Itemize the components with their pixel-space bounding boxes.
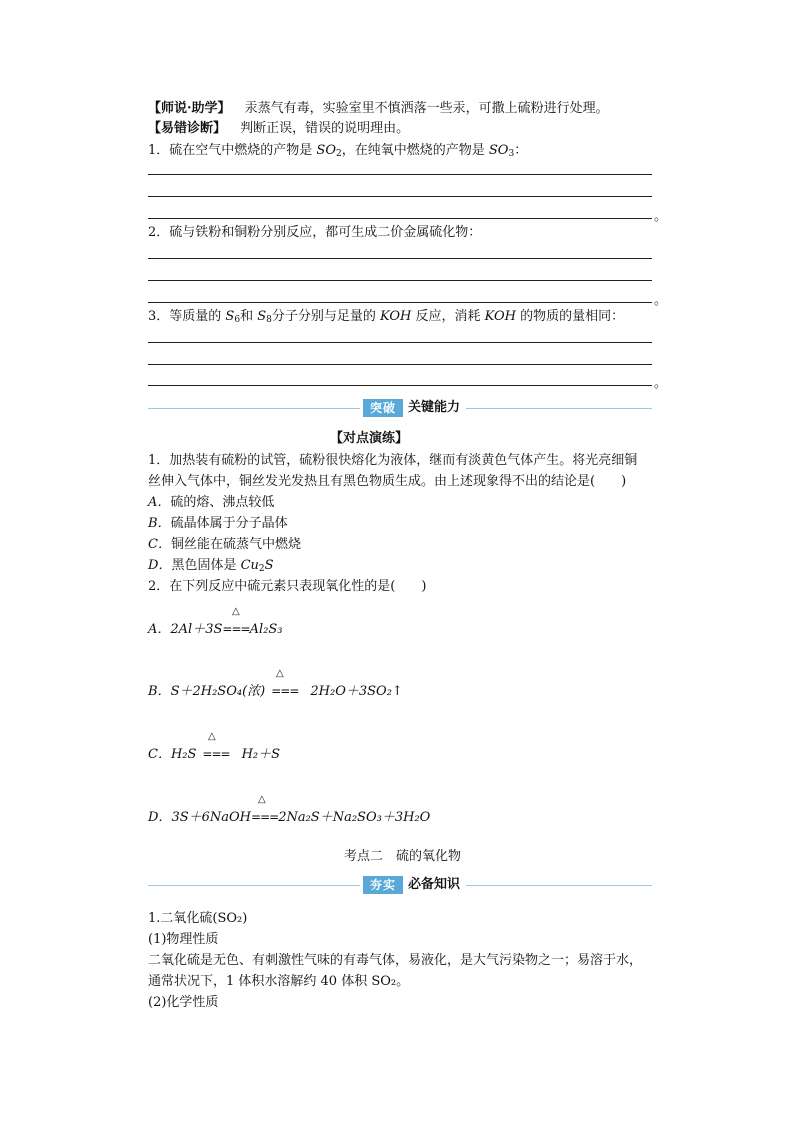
option-text: 铜丝能在硫蒸气中燃烧 [170, 537, 301, 552]
banner-rule [466, 885, 652, 886]
formula-subscript: 3 [508, 149, 515, 159]
formula: Cu [240, 558, 259, 573]
answer-line[interactable] [148, 218, 652, 219]
banner-title: 关键能力 [408, 400, 461, 415]
diagnose-tag: 【易错诊断】 [148, 121, 227, 136]
delta-symbol: △ [208, 731, 216, 742]
diagnose-text: 判断正误，错误的说明理由。 [240, 121, 410, 136]
formula-subscript: 2 [258, 564, 265, 574]
option-label: C． [148, 537, 171, 552]
option-text: 硫晶体属于分子晶体 [170, 516, 288, 531]
equation-right: H₂＋S [241, 747, 281, 762]
answer-line[interactable] [148, 280, 652, 281]
formula-subscript: 6 [234, 315, 241, 325]
banner-rule [148, 408, 360, 409]
q1-line1: 1．加热装有硫粉的试管，硫粉很快熔化为液体，继而有淡黄色气体产生。将光亮细铜 [148, 453, 638, 468]
option-text: 黑色固体是 [171, 558, 241, 573]
equation-left: 3S＋6NaOH [171, 810, 252, 825]
banner-tag: 突破 [363, 399, 403, 417]
formula: SO [488, 143, 509, 158]
answer-line[interactable] [148, 342, 652, 343]
answer-line[interactable] [148, 364, 652, 365]
item-number: 3． [148, 309, 170, 324]
item-text: ，在纯氧中燃烧的产物是 [341, 143, 489, 158]
delta-symbol: △ [258, 794, 266, 805]
option-label: C． [148, 747, 171, 762]
so2-heading: 1.二氧化硫(SO₂) [148, 911, 248, 926]
section-title: 考点二 硫的氧化物 [344, 849, 462, 864]
diagnose-item-2 [148, 224, 481, 242]
answer-line[interactable] [148, 174, 652, 175]
equals-sign: === [202, 747, 230, 761]
banner-rule [148, 885, 360, 886]
banner-tag: 夯实 [363, 876, 403, 894]
item-text: 反应，消耗 [411, 309, 485, 324]
diagnose-line [148, 120, 409, 138]
formula: S [264, 558, 274, 573]
option-label: D． [148, 810, 172, 825]
item-text: 等质量的 [169, 309, 226, 324]
delta-symbol: △ [276, 668, 284, 679]
q2-option-d[interactable] [148, 808, 430, 827]
section-banner-1 [148, 397, 652, 419]
formula: S [225, 309, 235, 324]
period: 。 [654, 293, 668, 308]
q2-option-c[interactable] [148, 745, 280, 764]
equals-sign: === [271, 684, 299, 698]
equals-sign: === [222, 622, 250, 636]
banner-title: 必备知识 [408, 877, 461, 892]
banner-rule [466, 408, 652, 409]
formula: S [257, 309, 267, 324]
option-label: A． [148, 495, 171, 510]
section-banner-2 [148, 874, 652, 896]
q1-option-c[interactable] [148, 536, 301, 554]
equals-sign: === [251, 810, 279, 824]
option-label: B． [148, 684, 171, 699]
q2-option-a[interactable] [148, 620, 282, 639]
tip-line [148, 100, 609, 118]
q1-option-b[interactable] [148, 515, 288, 533]
equation-right: Al₂S₃ [249, 622, 283, 637]
equation-left: S＋2H₂SO₄(浓) [170, 684, 266, 699]
q2-option-b[interactable] [148, 682, 403, 701]
tip-tag: 【师说·助学】 [148, 101, 231, 116]
item-text: 分子分别与足量的 [271, 309, 380, 324]
formula-subscript: 8 [266, 315, 272, 325]
equation-left: 2Al＋3S [170, 622, 223, 637]
so2-paragraph-line2: 通常状况下，1 体积水溶解约 40 体积 SO₂。 [148, 974, 410, 989]
q1-option-a[interactable] [148, 494, 274, 512]
so2-paragraph-line1: 二氧化硫是无色、有刺激性气味的有毒气体，易液化，是大气污染物之一；易溶于水， [148, 953, 643, 968]
answer-line[interactable] [148, 258, 652, 259]
item-text: 硫在空气中燃烧的产物是 [169, 143, 317, 158]
delta-symbol: △ [232, 606, 240, 617]
option-label: B． [148, 516, 171, 531]
period: 。 [654, 209, 668, 224]
period: 。 [654, 376, 668, 391]
item-number: 2． [148, 225, 170, 240]
answer-line[interactable] [148, 385, 652, 386]
practice-heading: 【对点演练】 [330, 431, 409, 446]
equation-left: H₂S [170, 747, 197, 762]
option-text: 硫的熔、沸点较低 [170, 495, 275, 510]
option-label: A． [148, 622, 171, 637]
formula-subscript: 2 [336, 149, 342, 159]
diagnose-item-1 [148, 142, 527, 163]
formula: SO [316, 143, 336, 158]
equation-right: 2Na₂S＋Na₂SO₃＋3H₂O [278, 810, 431, 825]
item-text: 和 [240, 309, 258, 324]
q1-line2: 丝伸入气体中，铜丝发光发热且有黑色物质生成。由上述现象得不出的结论是( ) [148, 474, 627, 489]
tip-text: 汞蒸气有毒，实验室里不慎洒落一些汞，可撒上硫粉进行处理。 [244, 101, 609, 116]
item-text: 的物质的量相同： [515, 309, 625, 324]
q2-stem: 2．在下列反应中硫元素只表现氧化性的是( ) [148, 579, 427, 594]
equation-right: 2H₂O＋3SO₂↑ [310, 684, 403, 699]
formula: KOH [379, 309, 412, 324]
q1-option-d[interactable] [148, 557, 274, 578]
diagnose-item-3 [148, 308, 624, 329]
item-text: 硫与铁粉和铜粉分别反应，都可生成二价金属硫化物： [169, 225, 482, 240]
formula: KOH [484, 309, 516, 324]
so2-sub1: (1)物理性质 [148, 932, 219, 947]
option-label: D． [148, 558, 172, 573]
answer-line[interactable] [148, 302, 652, 303]
so2-sub2: (2)化学性质 [148, 995, 219, 1010]
item-number: 1． [148, 143, 170, 158]
answer-line[interactable] [148, 196, 652, 197]
item-text: ： [514, 143, 528, 158]
